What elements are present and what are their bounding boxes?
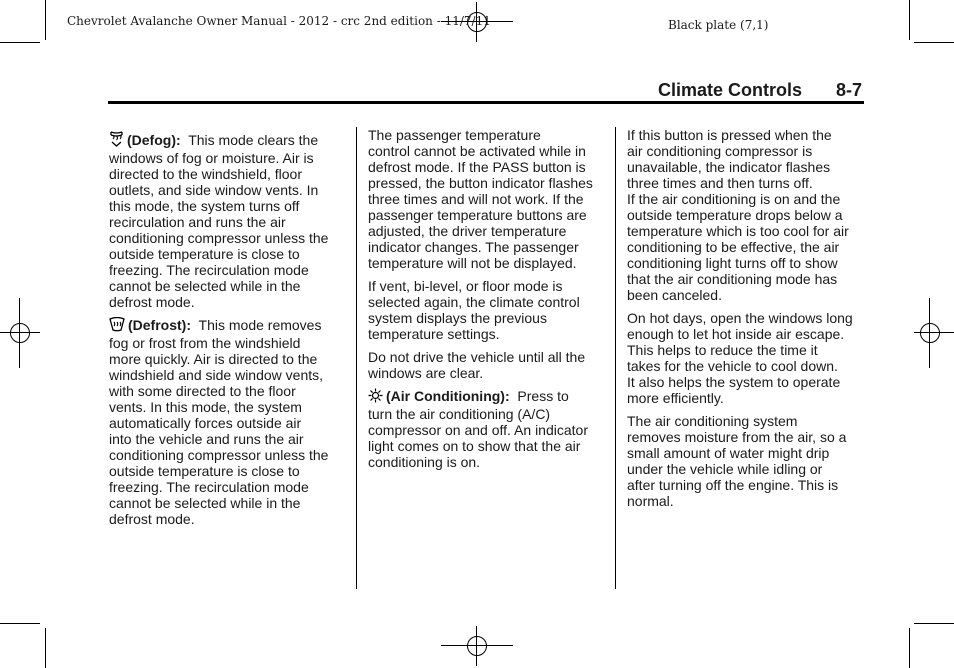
line: this mode, the system turns off <box>109 198 300 214</box>
column-2 <box>368 127 613 477</box>
line: enough to let hot inside air escape. <box>627 326 845 342</box>
line: defrost mode. <box>109 294 195 310</box>
line: more quickly. Air is directed to the <box>109 351 318 367</box>
line: cannot be selected while in the <box>109 495 301 511</box>
line: into the vehicle and runs the air <box>109 431 304 447</box>
line: compressor on and off. An indicator <box>368 422 588 438</box>
line: recirculation and runs the air <box>109 214 286 230</box>
line: small amount of water might drip <box>627 445 830 461</box>
paragraph-defog <box>109 131 354 310</box>
line: temperature will not be displayed. <box>368 255 577 271</box>
line: temperature settings. <box>368 326 500 342</box>
line: Do not drive the vehicle until all the <box>368 349 586 365</box>
paragraph-air-conditioning <box>368 388 613 470</box>
defrost-label: (Defrost): <box>128 317 191 333</box>
line: conditioning compressor unless the <box>109 230 329 246</box>
line: indicator changes. The passenger <box>368 239 579 255</box>
line: If the air conditioning is on and the <box>627 191 841 207</box>
line: conditioning compressor unless the <box>109 447 329 463</box>
line: The passenger temperature <box>368 127 541 143</box>
line: outside temperature is close to <box>109 463 300 479</box>
defrost-icon <box>109 317 125 335</box>
line: If vent, bi-level, or floor mode is <box>368 278 563 294</box>
line: automatically forces outside air <box>109 415 302 431</box>
line: outside temperature is close to <box>109 246 300 262</box>
paragraph-windows-clear <box>368 349 613 381</box>
line: defrost mode. If the PASS button is <box>368 159 586 175</box>
defog-label: (Defog): <box>127 132 181 148</box>
line: This mode removes <box>198 317 322 333</box>
line: passenger temperature buttons are <box>368 207 587 223</box>
line: conditioning light turns off to show <box>627 255 838 271</box>
line: outside temperature drops below a <box>627 207 843 223</box>
line: normal. <box>627 493 674 509</box>
line: conditioning is on. <box>368 454 481 470</box>
line: fog or frost from the windshield <box>109 335 301 351</box>
line: The air conditioning system <box>627 413 798 429</box>
section-title: Climate Controls <box>658 80 803 100</box>
line: with some directed to the floor <box>109 383 296 399</box>
line: system displays the previous <box>368 310 547 326</box>
line: directed to the windshield, floor <box>109 166 302 182</box>
line: pressed, the button indicator flashes <box>368 175 593 191</box>
line: freezing. The recirculation mode <box>109 262 309 278</box>
line: three times and then turns off. <box>627 175 813 191</box>
line: turn the air conditioning (A/C) <box>368 406 551 422</box>
line: conditioning to be effective, the air <box>627 239 840 255</box>
paragraph-passenger-temperature <box>368 127 613 271</box>
line: defrost mode. <box>109 511 195 527</box>
line: unavailable, the indicator flashes <box>627 159 831 175</box>
line: Press to <box>517 388 569 404</box>
defog-icon <box>109 131 124 150</box>
paragraph-moisture <box>627 413 872 509</box>
line: selected again, the climate control <box>368 294 580 310</box>
line: been canceled. <box>627 287 722 303</box>
line: cannot be selected while in the <box>109 278 301 294</box>
line: air conditioning compressor is <box>627 143 813 159</box>
line: light comes on to show that the air <box>368 438 581 454</box>
plate-label: Black plate (7,1) <box>668 18 769 32</box>
page-number: 8-7 <box>836 80 863 100</box>
line: It also helps the system to operate <box>627 374 841 390</box>
line: under the vehicle while idling or <box>627 461 823 477</box>
paragraph-mode-selection <box>368 278 613 342</box>
column-divider <box>615 127 616 589</box>
line: outlets, and side window vents. In <box>109 182 319 198</box>
column-1 <box>109 127 354 534</box>
snowflake-icon <box>368 388 383 406</box>
column-3 <box>627 127 872 516</box>
line: vents. In this mode, the system <box>109 399 302 415</box>
line: freezing. The recirculation mode <box>109 479 309 495</box>
line: temperature which is too cool for air <box>627 223 849 239</box>
line: removes moisture from the air, so a <box>627 429 847 445</box>
line: three times and will not work. If the <box>368 191 584 207</box>
line: This helps to reduce the time it <box>627 342 818 358</box>
line: windows of fog or moisture. Air is <box>109 150 314 166</box>
line: more efficiently. <box>627 390 724 406</box>
line: adjusted, the driver temperature <box>368 223 567 239</box>
line: If this button is pressed when the <box>627 127 832 143</box>
paragraph-compressor-unavailable <box>627 127 872 303</box>
line: takes for the vehicle to cool down. <box>627 358 838 374</box>
header-rule <box>108 101 864 104</box>
column-divider <box>356 127 357 589</box>
line: after turning off the engine. This is <box>627 477 839 493</box>
air-conditioning-label: (Air Conditioning): <box>386 388 510 404</box>
paragraph-defrost <box>109 317 354 527</box>
manual-title: Chevrolet Avalanche Owner Manual - 2012 - crc 2nd edition - 11/7/11 <box>67 14 491 28</box>
line: control cannot be activated while in <box>368 143 586 159</box>
line: windshield and side window vents, <box>109 367 324 383</box>
line: This mode clears the <box>188 132 319 148</box>
paragraph-hot-days <box>627 310 872 406</box>
line: On hot days, open the windows long <box>627 310 853 326</box>
line: windows are clear. <box>368 365 484 381</box>
line: that the air conditioning mode has <box>627 271 838 287</box>
